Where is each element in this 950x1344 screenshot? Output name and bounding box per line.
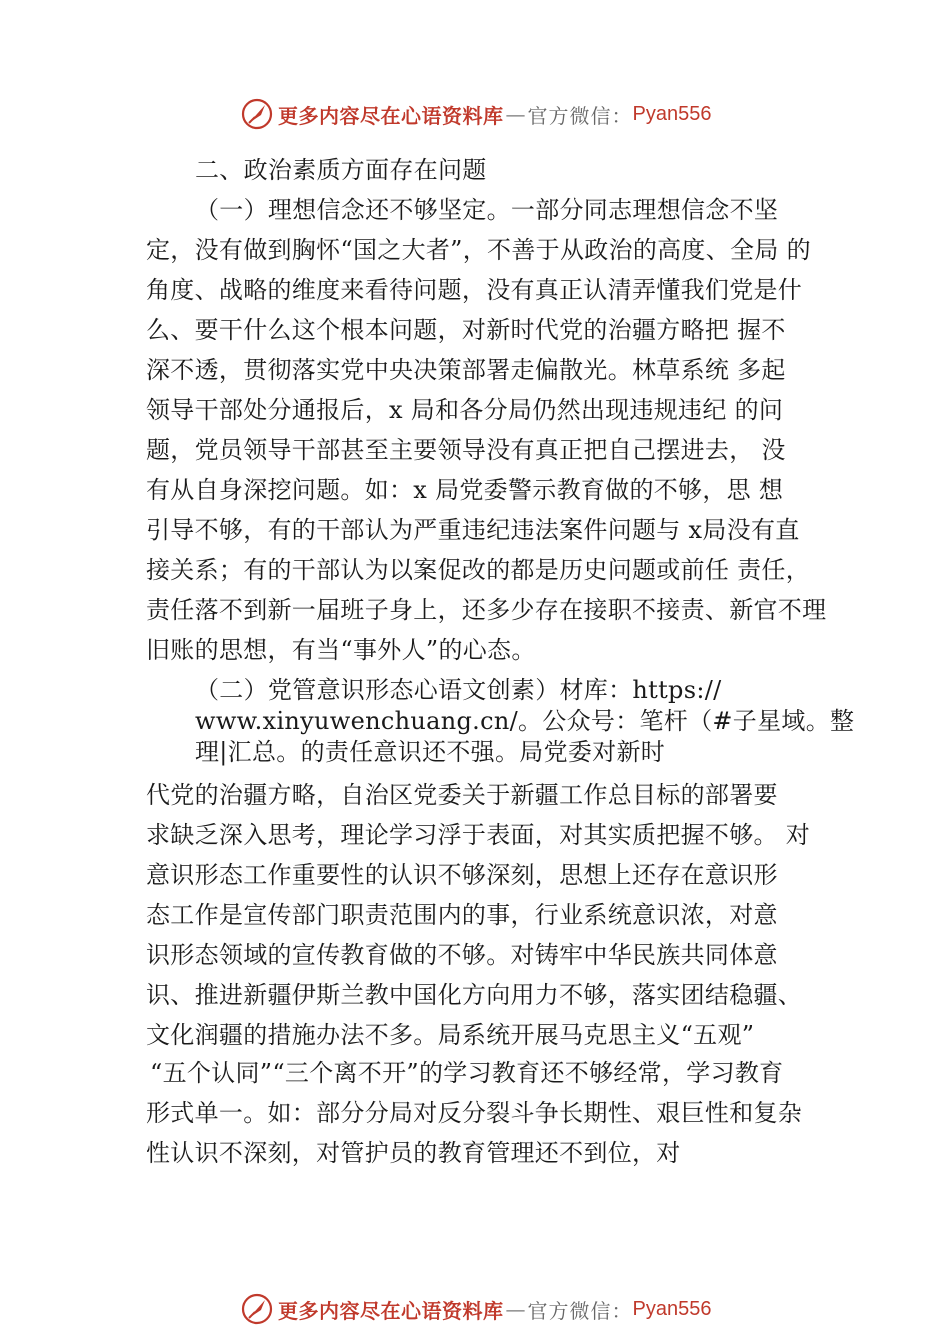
text-line: 意识形态工作重要性的认识不够深刻，思想上还存在意识形 [146,861,778,889]
text-line: 么、要干什么这个根本问题，对新时代党的治疆方略把 握不 [146,316,786,344]
text-line: 责任落不到新一届班子身上，还多少存在接职不接责、新官不理 [146,596,827,624]
text-line: 文化润疆的措施办法不多。局系统开展马克思主义“五观” [146,1021,755,1049]
text-line: 理|汇总。的责任意识还不强。局党委对新时 [195,738,666,766]
banner-wechat-id: Pyan556 [632,1297,712,1320]
text-line: 有从自身深挖问题。如：x 局党委警示教育做的不够，思 想 [146,476,784,504]
banner-site-text: 更多内容尽在心语资料库 [278,103,504,128]
text-line: 接关系；有的干部认为以案促改的都是历史问题或前任 责任， [146,556,811,584]
banner-dash: — [505,1297,526,1321]
text-line: （一）理想信念还不够坚定。一部分同志理想信念不坚 [195,196,779,224]
text-line: 引导不够，有的干部认为严重违纪违法案件问题与 x局没有直 [146,516,800,544]
text-line: 题，党员领导干部甚至主要领导没有真正把自己摆进去， 没 [146,436,786,464]
text-line: 深不透，贯彻落实党中央决策部署走偏散光。林草系统 多起 [146,356,786,384]
banner-dash: — [505,102,526,126]
text-line: 求缺乏深入思考，理论学习浮于表面，对其实质把握不够。 对 [146,821,811,849]
text-line: 定，没有做到胸怀“国之大者”，不善于从政治的高度、全局 的 [146,236,811,264]
banner-wechat-id: Pyan556 [632,102,712,125]
text-line: 形式单一。如：部分分局对反分裂斗争长期性、艰巨性和复杂 [146,1099,803,1127]
banner-wechat-label: 官方微信： [527,103,633,128]
banner-wechat-label: 官方微信： [527,1298,633,1323]
text-line: 角度、战略的维度来看待问题，没有真正认清弄懂我们党是什 [146,276,803,304]
text-line: 态工作是宣传部门职责范围内的事，行业系统意识浓，对意 [146,901,778,929]
text-line: （二）党管意识形态心语文创素）材库：https:// [195,676,722,704]
text-line: 性认识不深刻，对管护员的教育管理还不到位，对 [146,1139,681,1167]
text-line: “五个认同”“三个离不开”的学习教育还不够经常，学习教育 [150,1059,784,1087]
quill-logo-icon [240,1292,274,1326]
text-line: 识形态领域的宣传教育做的不够。对铸牢中华民族共同体意 [146,941,778,969]
section-heading: 二、政治素质方面存在问题 [195,156,487,184]
footer-banner [240,1291,711,1327]
header-banner [240,96,711,132]
text-line: 领导干部处分通报后，x 局和各分局仍然出现违规违纪 的问 [146,396,784,424]
quill-logo-icon [240,97,274,131]
text-line: 识、推进新疆伊斯兰教中国化方向用力不够，落实团结稳疆、 [146,981,803,1009]
text-line: www.xinyuwenchuang.cn/。公众号：笔杆（#子星域。整 [195,707,855,735]
text-line: 代党的治疆方略，自治区党委关于新疆工作总目标的部署要 [146,781,778,809]
banner-site-text: 更多内容尽在心语资料库 [278,1298,504,1323]
text-line: 旧账的思想，有当“事外人”的心态。 [146,636,536,664]
